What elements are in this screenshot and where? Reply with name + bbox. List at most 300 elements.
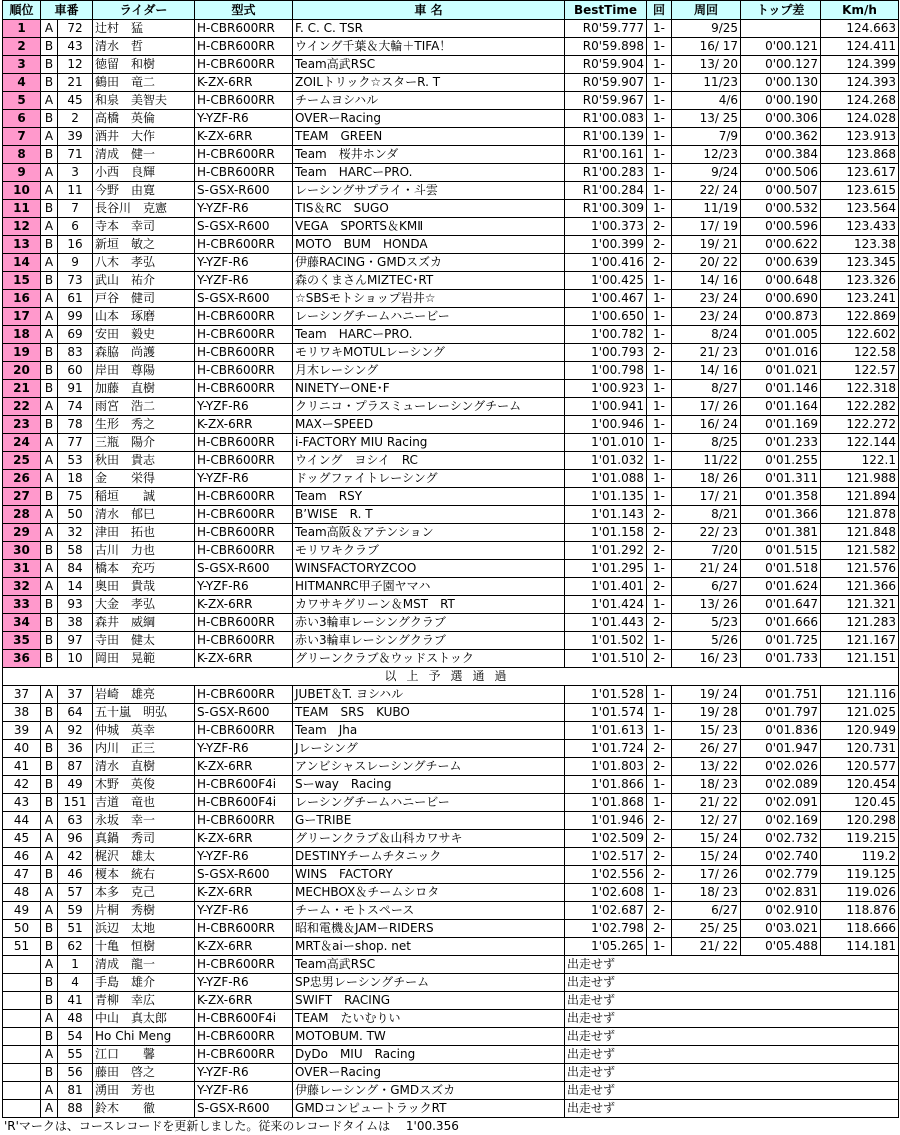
- cell-rank: 16: [3, 290, 41, 308]
- cell-model: K-ZX-6RR: [195, 128, 293, 146]
- cell-rider: 岸田 尊陽: [93, 362, 195, 380]
- cell-round: 1-: [647, 452, 672, 470]
- cell-number: 4: [58, 974, 93, 992]
- cell-model: H-CBR600RR: [195, 956, 293, 974]
- dns-row: [3, 1082, 899, 1100]
- cell-gap: 0'00.648: [741, 272, 821, 290]
- cell-rank: 22: [3, 398, 41, 416]
- cell-group: B: [41, 110, 58, 128]
- cell-gap: 0'02.091: [741, 794, 821, 812]
- cell-besttime: 1'02.687: [565, 902, 647, 920]
- cell-number: 9: [58, 254, 93, 272]
- cell-speed: 123.241: [821, 290, 899, 308]
- table-row: [3, 848, 899, 866]
- cell-gap: 0'00.130: [741, 74, 821, 92]
- cell-rank: 11: [3, 200, 41, 218]
- cell-team: VEGA SPORTS＆KMⅡ: [293, 218, 565, 236]
- cell-besttime: 1'02.517: [565, 848, 647, 866]
- cell-rider: 高橋 英倫: [93, 110, 195, 128]
- cell-number: 10: [58, 650, 93, 668]
- cell-gap: 0'01.164: [741, 398, 821, 416]
- cell-team: TEAM SRS KUBO: [293, 704, 565, 722]
- cell-model: H-CBR600RR: [195, 380, 293, 398]
- cell-group: B: [41, 272, 58, 290]
- cell-round: 1-: [647, 398, 672, 416]
- cell-besttime: R0'59.904: [565, 56, 647, 74]
- table-row: [3, 398, 899, 416]
- cell-gap: 0'00.506: [741, 164, 821, 182]
- cell-round: 1-: [647, 200, 672, 218]
- cell-rider: Ho Chi Meng: [93, 1028, 195, 1046]
- cell-group: B: [41, 74, 58, 92]
- cell-number: 7: [58, 200, 93, 218]
- cell-laps: 22/ 24: [672, 182, 741, 200]
- cell-gap: 0'01.947: [741, 740, 821, 758]
- dns-row: [3, 1100, 899, 1118]
- cell-speed: 121.025: [821, 704, 899, 722]
- cell-rider: 十亀 恒樹: [93, 938, 195, 956]
- cell-group: A: [41, 128, 58, 146]
- cell-rider: 古川 力也: [93, 542, 195, 560]
- cell-model: H-CBR600RR: [195, 506, 293, 524]
- cell-besttime: 1'01.502: [565, 632, 647, 650]
- cell-group: B: [41, 704, 58, 722]
- cell-number: 39: [58, 128, 93, 146]
- cell-rider: 本多 克己: [93, 884, 195, 902]
- cell-speed: 121.848: [821, 524, 899, 542]
- cell-rank: 8: [3, 146, 41, 164]
- cell-rank: 25: [3, 452, 41, 470]
- cell-besttime: R1'00.284: [565, 182, 647, 200]
- cell-speed: 120.949: [821, 722, 899, 740]
- table-row: [3, 128, 899, 146]
- cell-rider: 鶴田 竜二: [93, 74, 195, 92]
- cell-rider: 永坂 幸一: [93, 812, 195, 830]
- cell-status: 出走せず: [565, 992, 899, 1010]
- cell-speed: 114.181: [821, 938, 899, 956]
- cell-laps: 21/ 22: [672, 938, 741, 956]
- table-row: [3, 722, 899, 740]
- cell-besttime: 1'01.803: [565, 758, 647, 776]
- cell-round: 2-: [647, 848, 672, 866]
- cell-status: 出走せず: [565, 1046, 899, 1064]
- cell-group: B: [41, 200, 58, 218]
- cell-besttime: 1'00.941: [565, 398, 647, 416]
- cell-number: 42: [58, 848, 93, 866]
- header-number: 車番: [41, 1, 93, 20]
- cell-laps: 4/6: [672, 92, 741, 110]
- cell-gap: 0'01.624: [741, 578, 821, 596]
- cell-gap: 0'02.089: [741, 776, 821, 794]
- cell-number: 151: [58, 794, 93, 812]
- cell-model: K-ZX-6RR: [195, 830, 293, 848]
- cell-speed: 123.38: [821, 236, 899, 254]
- cell-laps: 9/24: [672, 164, 741, 182]
- cell-round: 2-: [647, 830, 672, 848]
- cell-rank: 24: [3, 434, 41, 452]
- cell-round: 1-: [647, 704, 672, 722]
- cell-gap: 0'01.666: [741, 614, 821, 632]
- cell-rider: 長谷川 克憲: [93, 200, 195, 218]
- cell-team: TEAM GREEN: [293, 128, 565, 146]
- cell-group: B: [41, 146, 58, 164]
- cell-speed: 123.615: [821, 182, 899, 200]
- cell-number: 97: [58, 632, 93, 650]
- cell-rank: 42: [3, 776, 41, 794]
- cell-rider: 森脇 尚護: [93, 344, 195, 362]
- cell-group: A: [41, 434, 58, 452]
- table-row: [3, 290, 899, 308]
- cell-number: 50: [58, 506, 93, 524]
- table-row: [3, 578, 899, 596]
- dns-row: [3, 956, 899, 974]
- cell-gap: 0'00.362: [741, 128, 821, 146]
- cell-rank: 6: [3, 110, 41, 128]
- cell-team: レーシングチームハニービー: [293, 308, 565, 326]
- cell-number: 3: [58, 164, 93, 182]
- cell-gap: 0'02.740: [741, 848, 821, 866]
- cell-rider: 新垣 敏之: [93, 236, 195, 254]
- cell-speed: 122.869: [821, 308, 899, 326]
- cell-speed: 122.58: [821, 344, 899, 362]
- dns-row: [3, 992, 899, 1010]
- cell-rank: 51: [3, 938, 41, 956]
- cell-team: TIS＆RC SUGO: [293, 200, 565, 218]
- cell-laps: 26/ 27: [672, 740, 741, 758]
- cell-rank: 37: [3, 686, 41, 704]
- cell-speed: 123.913: [821, 128, 899, 146]
- cell-rider: 生形 秀之: [93, 416, 195, 434]
- cell-rider: 酒井 大作: [93, 128, 195, 146]
- cell-number: 45: [58, 92, 93, 110]
- cell-speed: 122.144: [821, 434, 899, 452]
- cell-model: H-CBR600RR: [195, 164, 293, 182]
- cell-rank: 30: [3, 542, 41, 560]
- cell-model: S-GSX-R600: [195, 560, 293, 578]
- cell-rank: 29: [3, 524, 41, 542]
- cell-number: 72: [58, 20, 93, 38]
- cell-group: B: [41, 56, 58, 74]
- cell-rank: 27: [3, 488, 41, 506]
- cell-besttime: 1'01.424: [565, 596, 647, 614]
- cell-number: 99: [58, 308, 93, 326]
- cell-rank: 15: [3, 272, 41, 290]
- cell-besttime: 1'02.608: [565, 884, 647, 902]
- cell-rider: 青柳 幸広: [93, 992, 195, 1010]
- cell-round: 1-: [647, 380, 672, 398]
- cell-laps: 11/22: [672, 452, 741, 470]
- cell-model: K-ZX-6RR: [195, 758, 293, 776]
- cell-gap: 0'01.733: [741, 650, 821, 668]
- cell-speed: 123.868: [821, 146, 899, 164]
- cell-speed: 122.272: [821, 416, 899, 434]
- cell-number: 55: [58, 1046, 93, 1064]
- cell-besttime: 1'05.265: [565, 938, 647, 956]
- cell-team: 森のくまさんMIZTEC･RT: [293, 272, 565, 290]
- cell-rank: 20: [3, 362, 41, 380]
- cell-model: H-CBR600RR: [195, 614, 293, 632]
- cell-laps: 17/ 21: [672, 488, 741, 506]
- cell-number: 73: [58, 272, 93, 290]
- table-row: [3, 200, 899, 218]
- cell-group: A: [41, 1082, 58, 1100]
- cell-rider: 岩崎 雄亮: [93, 686, 195, 704]
- cell-number: 2: [58, 110, 93, 128]
- cell-gap: 0'00.384: [741, 146, 821, 164]
- cell-laps: 6/27: [672, 902, 741, 920]
- table-row: [3, 686, 899, 704]
- cell-rank: [3, 1028, 41, 1046]
- cell-besttime: R0'59.907: [565, 74, 647, 92]
- cell-team: i-FACTORY MIU Racing: [293, 434, 565, 452]
- cell-group: B: [41, 974, 58, 992]
- cell-rank: 35: [3, 632, 41, 650]
- cell-speed: 124.399: [821, 56, 899, 74]
- cell-laps: 8/27: [672, 380, 741, 398]
- cell-rider: 藤田 啓之: [93, 1064, 195, 1082]
- cell-speed: 122.1: [821, 452, 899, 470]
- cell-model: H-CBR600RR: [195, 434, 293, 452]
- cell-team: ☆SBSモトショップ岩井☆: [293, 290, 565, 308]
- table-row: [3, 524, 899, 542]
- dns-row: [3, 1046, 899, 1064]
- cell-speed: 119.2: [821, 848, 899, 866]
- cell-besttime: 1'00.793: [565, 344, 647, 362]
- cell-speed: 124.663: [821, 20, 899, 38]
- cell-gap: [741, 20, 821, 38]
- cell-group: A: [41, 452, 58, 470]
- cell-rank: 39: [3, 722, 41, 740]
- cell-laps: 16/ 23: [672, 650, 741, 668]
- cell-round: 2-: [647, 344, 672, 362]
- cell-model: Y-YZF-R6: [195, 272, 293, 290]
- cell-gap: 0'02.779: [741, 866, 821, 884]
- cell-gap: 0'00.121: [741, 38, 821, 56]
- cell-team: Sーway Racing: [293, 776, 565, 794]
- cell-rank: 13: [3, 236, 41, 254]
- cell-status: 出走せず: [565, 956, 899, 974]
- cell-besttime: 1'01.401: [565, 578, 647, 596]
- cell-group: A: [41, 92, 58, 110]
- cell-round: 1-: [647, 722, 672, 740]
- table-row: [3, 38, 899, 56]
- cell-model: K-ZX-6RR: [195, 992, 293, 1010]
- cell-speed: 123.326: [821, 272, 899, 290]
- results-body: [3, 20, 899, 1118]
- cell-gap: 0'00.639: [741, 254, 821, 272]
- cell-team: Team高武RSC: [293, 956, 565, 974]
- cell-group: A: [41, 398, 58, 416]
- header-rider: ライダー: [93, 1, 195, 20]
- cell-gap: 0'01.146: [741, 380, 821, 398]
- cell-round: 1-: [647, 686, 672, 704]
- cell-group: B: [41, 488, 58, 506]
- cell-gap: 0'01.358: [741, 488, 821, 506]
- cell-besttime: 1'00.798: [565, 362, 647, 380]
- cell-number: 93: [58, 596, 93, 614]
- cell-number: 87: [58, 758, 93, 776]
- cell-round: 1-: [647, 20, 672, 38]
- table-row: [3, 938, 899, 956]
- cell-number: 58: [58, 542, 93, 560]
- table-row: [3, 560, 899, 578]
- cell-rider: 真鍋 秀司: [93, 830, 195, 848]
- cell-round: 2-: [647, 254, 672, 272]
- cell-team: チーム・モトスペース: [293, 902, 565, 920]
- cell-model: Y-YZF-R6: [195, 578, 293, 596]
- cell-number: 21: [58, 74, 93, 92]
- cell-besttime: 1'01.292: [565, 542, 647, 560]
- cell-laps: 11/23: [672, 74, 741, 92]
- table-row: [3, 182, 899, 200]
- cell-rider: 奥田 貴哉: [93, 578, 195, 596]
- cell-model: K-ZX-6RR: [195, 74, 293, 92]
- table-row: [3, 596, 899, 614]
- cell-laps: 17/ 19: [672, 218, 741, 236]
- cell-gap: 0'01.311: [741, 470, 821, 488]
- cell-team: 赤い3輪車レーシングクラブ: [293, 632, 565, 650]
- cell-gap: 0'01.005: [741, 326, 821, 344]
- cell-group: B: [41, 992, 58, 1010]
- cell-rider: 森井 威綱: [93, 614, 195, 632]
- cell-rider: 小西 良輝: [93, 164, 195, 182]
- results-table: [2, 0, 899, 1118]
- cell-round: 1-: [647, 128, 672, 146]
- dns-row: [3, 1028, 899, 1046]
- cell-round: 1-: [647, 182, 672, 200]
- cell-gap: 0'01.515: [741, 542, 821, 560]
- cell-laps: 16/ 24: [672, 416, 741, 434]
- cell-round: 1-: [647, 290, 672, 308]
- cell-laps: 7/20: [672, 542, 741, 560]
- cell-rank: 21: [3, 380, 41, 398]
- cell-gap: 0'00.873: [741, 308, 821, 326]
- table-row: [3, 146, 899, 164]
- cell-laps: 15/ 24: [672, 830, 741, 848]
- cell-rank: 34: [3, 614, 41, 632]
- cell-gap: 0'00.596: [741, 218, 821, 236]
- cell-group: A: [41, 812, 58, 830]
- cell-team: レーシングチームハニービー: [293, 794, 565, 812]
- cell-round: 2-: [647, 740, 672, 758]
- cell-team: 昭和電機＆JAMーRIDERS: [293, 920, 565, 938]
- table-row: [3, 812, 899, 830]
- header-gap: トップ差: [741, 1, 821, 20]
- cell-number: 78: [58, 416, 93, 434]
- cell-rank: [3, 1046, 41, 1064]
- cell-rider: 中山 真太郎: [93, 1010, 195, 1028]
- cell-speed: 121.576: [821, 560, 899, 578]
- cell-besttime: 1'01.613: [565, 722, 647, 740]
- cell-rank: [3, 1100, 41, 1118]
- cell-rank: 46: [3, 848, 41, 866]
- cell-laps: 23/ 24: [672, 290, 741, 308]
- cell-gap: 0'00.306: [741, 110, 821, 128]
- cell-group: B: [41, 344, 58, 362]
- cell-model: K-ZX-6RR: [195, 884, 293, 902]
- cell-team: HITMANRC甲子園ヤマハ: [293, 578, 565, 596]
- cell-rank: 4: [3, 74, 41, 92]
- cell-model: H-CBR600RR: [195, 20, 293, 38]
- cell-speed: 124.411: [821, 38, 899, 56]
- cell-group: B: [41, 236, 58, 254]
- cell-number: 69: [58, 326, 93, 344]
- cell-round: 1-: [647, 164, 672, 182]
- cell-besttime: 1'02.798: [565, 920, 647, 938]
- table-row: [3, 110, 899, 128]
- cell-round: 2-: [647, 812, 672, 830]
- cell-team: モリワキMOTULレーシング: [293, 344, 565, 362]
- cell-group: A: [41, 326, 58, 344]
- cell-group: A: [41, 470, 58, 488]
- cell-model: K-ZX-6RR: [195, 596, 293, 614]
- cell-speed: 121.988: [821, 470, 899, 488]
- cell-group: B: [41, 614, 58, 632]
- cell-besttime: 1'01.724: [565, 740, 647, 758]
- cell-round: 2-: [647, 902, 672, 920]
- cell-rank: 48: [3, 884, 41, 902]
- cell-group: B: [41, 1064, 58, 1082]
- cell-number: 81: [58, 1082, 93, 1100]
- cell-laps: 13/ 25: [672, 110, 741, 128]
- cell-group: A: [41, 956, 58, 974]
- cell-rider: 榎本 統右: [93, 866, 195, 884]
- cell-number: 12: [58, 56, 93, 74]
- cell-round: 2-: [647, 218, 672, 236]
- cell-number: 43: [58, 38, 93, 56]
- cell-besttime: 1'01.946: [565, 812, 647, 830]
- cell-team: 月木レーシング: [293, 362, 565, 380]
- cell-rank: 44: [3, 812, 41, 830]
- cell-besttime: 1'00.425: [565, 272, 647, 290]
- table-row: [3, 308, 899, 326]
- cell-laps: 7/9: [672, 128, 741, 146]
- cell-team: DESTINYチームチタニック: [293, 848, 565, 866]
- cell-speed: 123.345: [821, 254, 899, 272]
- cell-rank: 10: [3, 182, 41, 200]
- cell-group: B: [41, 866, 58, 884]
- cell-group: B: [41, 758, 58, 776]
- cell-besttime: 1'00.399: [565, 236, 647, 254]
- cell-rank: 17: [3, 308, 41, 326]
- cell-group: B: [41, 1028, 58, 1046]
- cell-rider: 手島 雄介: [93, 974, 195, 992]
- cell-speed: 122.282: [821, 398, 899, 416]
- cell-rider: 武山 祐介: [93, 272, 195, 290]
- cell-round: 1-: [647, 146, 672, 164]
- table-row: [3, 920, 899, 938]
- cell-model: S-GSX-R600: [195, 290, 293, 308]
- cell-number: 53: [58, 452, 93, 470]
- cell-rank: 23: [3, 416, 41, 434]
- cell-gap: 0'00.507: [741, 182, 821, 200]
- cell-rank: 18: [3, 326, 41, 344]
- cell-rank: 40: [3, 740, 41, 758]
- cell-rider: 岡田 晃範: [93, 650, 195, 668]
- cell-status: 出走せず: [565, 1028, 899, 1046]
- cell-laps: 12/ 27: [672, 812, 741, 830]
- cell-model: Y-YZF-R6: [195, 902, 293, 920]
- header-model: 型式: [195, 1, 293, 20]
- cell-model: H-CBR600RR: [195, 56, 293, 74]
- cell-number: 96: [58, 830, 93, 848]
- cell-rider: 吉道 竜也: [93, 794, 195, 812]
- cell-besttime: R0'59.777: [565, 20, 647, 38]
- cell-group: A: [41, 1010, 58, 1028]
- cell-group: A: [41, 848, 58, 866]
- cell-gap: 0'03.021: [741, 920, 821, 938]
- cell-speed: 121.151: [821, 650, 899, 668]
